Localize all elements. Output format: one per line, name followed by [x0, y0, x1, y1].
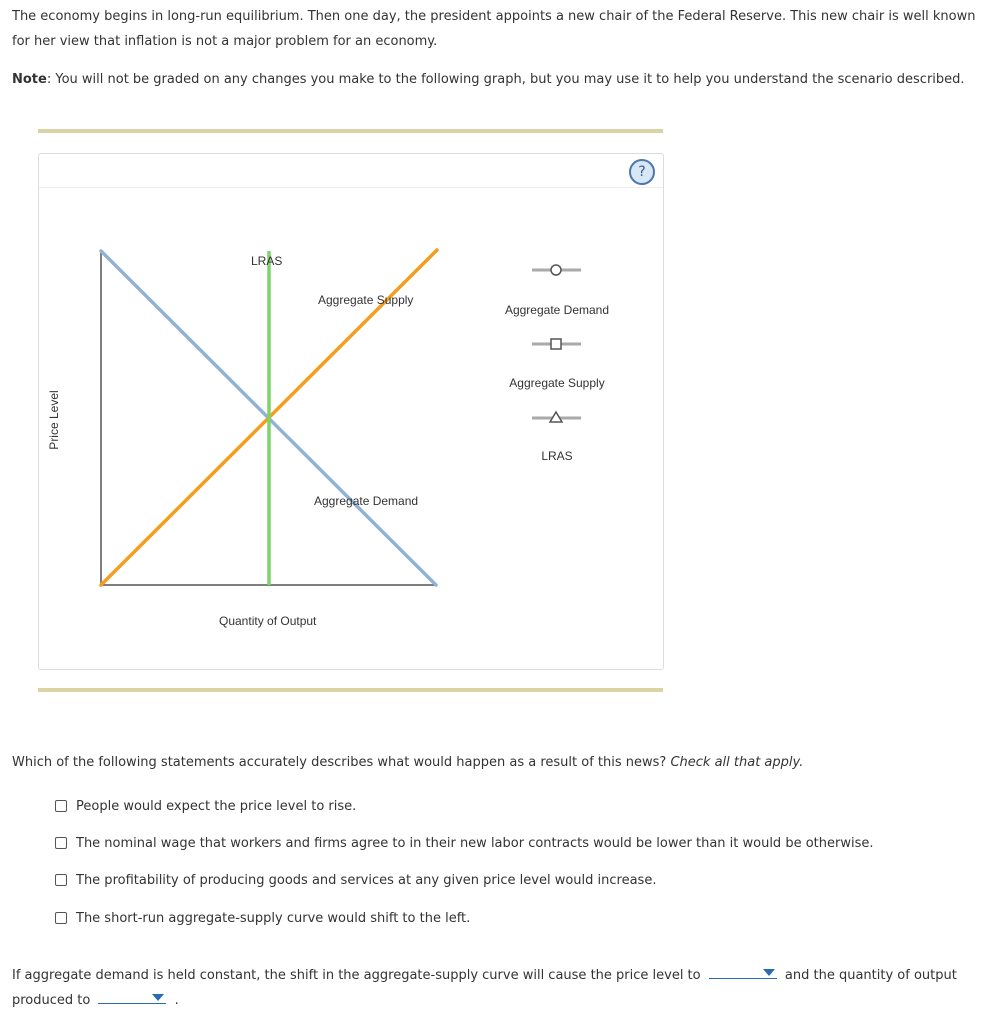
option-label[interactable]: The profitability of producing goods and services at any given price level would increase.	[76, 872, 657, 888]
palette-label-lras: LRAS	[541, 449, 573, 463]
x-axis-label: Quantity of Output	[219, 614, 317, 628]
palette-tool-lras[interactable]	[532, 412, 581, 463]
chevron-down-icon[interactable]	[763, 969, 775, 976]
fill-in-text-part1: If aggregate demand is held constant, the shift in the aggregate-supply curve will cause the price level to	[12, 968, 701, 983]
graph-canvas[interactable]	[39, 154, 663, 669]
option-label[interactable]: People would expect the price level to rise.	[76, 798, 357, 814]
option-row[interactable]	[55, 796, 356, 816]
graph-panel[interactable]	[38, 153, 664, 670]
palette-tool-aggregate-demand[interactable]	[505, 265, 609, 317]
bottom-divider	[38, 688, 663, 692]
option-checkbox[interactable]	[55, 912, 67, 924]
as-curve-label: Aggregate Supply	[318, 293, 414, 307]
intro-text: The economy begins in long-run equilibrium. Then one day, the president appoints a new chair of the Federal Reserve. This new chair is well known for her view that inflation is not a major problem for an economy.	[12, 9, 976, 49]
option-checkbox[interactable]	[55, 837, 67, 849]
question-circle-icon[interactable]: ?	[629, 159, 655, 185]
y-axis-label: Price Level	[47, 390, 61, 450]
palette-label-aggregate-supply: Aggregate Supply	[509, 376, 605, 390]
option-row[interactable]	[55, 833, 873, 853]
question-prompt: Which of the following statements accurately describes what would happen as a result of this news?	[12, 755, 667, 770]
option-row[interactable]	[55, 870, 656, 890]
lras-curve-label: LRAS	[251, 254, 283, 268]
option-label[interactable]: The nominal wage that workers and firms agree to in their new labor contracts would be lower than it would be otherwise.	[76, 835, 874, 851]
option-checkbox[interactable]	[55, 800, 67, 812]
fill-in-text-part2: and the quantity of output produced to	[12, 968, 957, 1008]
note-label: Note	[12, 72, 47, 87]
option-checkbox[interactable]	[55, 874, 67, 886]
note-text	[12, 67, 982, 92]
output-dropdown[interactable]	[98, 989, 166, 1004]
question-instruction: Check all that apply.	[670, 755, 804, 770]
fill-in-sentence	[12, 963, 987, 1013]
note-body: : You will not be graded on any changes you make to the following graph, but you may use it to help you understand the scenario described.	[46, 72, 965, 87]
price-level-dropdown[interactable]	[709, 964, 777, 979]
palette-label-aggregate-demand: Aggregate Demand	[504, 303, 610, 317]
option-row[interactable]	[55, 908, 470, 928]
question-text	[12, 752, 803, 774]
ad-curve-label: Aggregate Demand	[314, 494, 419, 508]
chevron-down-icon[interactable]	[152, 994, 164, 1001]
top-divider	[38, 129, 663, 133]
square-marker-icon	[551, 339, 561, 349]
palette-tool-aggregate-supply[interactable]	[509, 339, 604, 390]
fill-in-text-part3: .	[174, 993, 179, 1008]
circle-marker-icon	[551, 265, 561, 275]
option-label[interactable]: The short-run aggregate-supply curve would shift to the left.	[76, 910, 471, 926]
